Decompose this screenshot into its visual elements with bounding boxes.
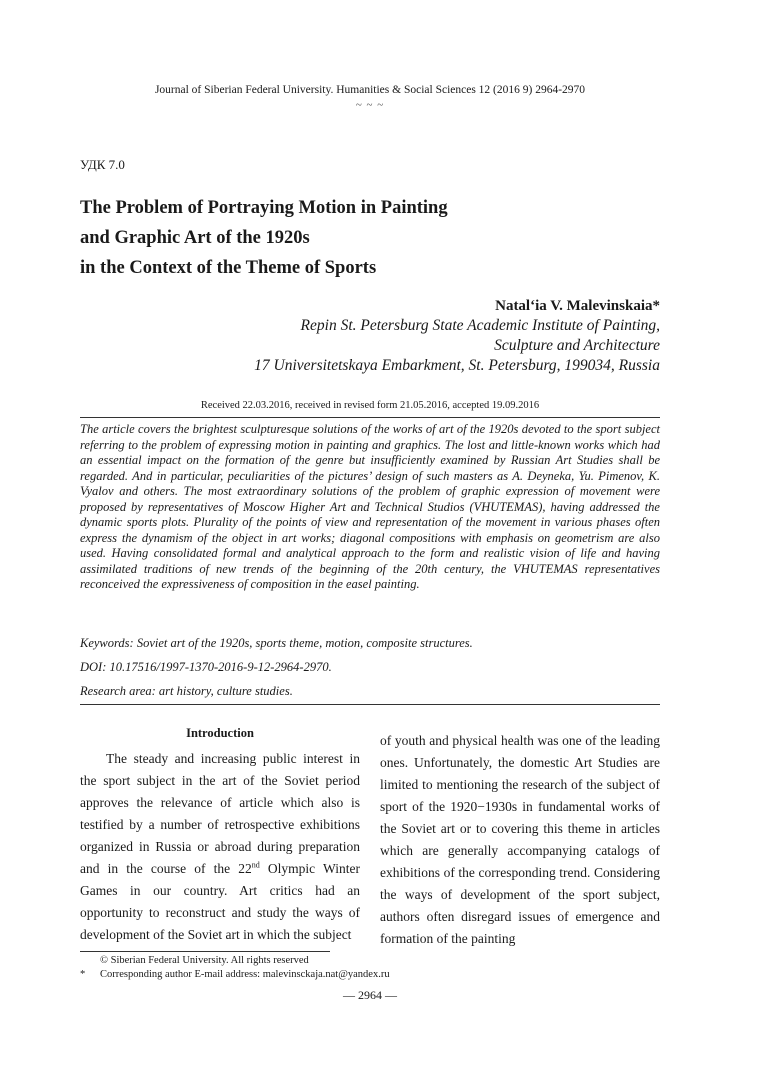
intro-text-part-1: The steady and increasing public interest in the sport subject in the art of the Soviet period approves the relevance of article which also is testified by a number of retrospective exhibitions organized in Russia or abroad during preparation and in the course of the 22 [80, 751, 360, 876]
intro-text-part-2: Olympic Winter Games in our country. Art critics had an opportunity to reconstruct and study the ways of development of the Soviet art in which the subject [80, 861, 360, 942]
ordinal-superscript: nd [251, 860, 260, 870]
abstract-top-rule [80, 417, 660, 418]
title-line-1: The Problem of Portraying Motion in Painting [80, 198, 448, 218]
affiliation-line-2: Sculpture and Architecture [494, 337, 660, 354]
footnote-mark: * [80, 969, 86, 980]
udk-code: УДК 7.0 [80, 157, 125, 172]
journal-header: Journal of Siberian Federal University. Humanities & Social Sciences 12 (2016 9) 2964-2970 [154, 84, 586, 96]
affiliation-line-3: 17 Universitetskaya Embarkment, St. Petersburg, 199034, Russia [254, 357, 660, 374]
author-name: Natal‘ia V. Malevinskaia* [495, 298, 660, 314]
intro-paragraph-right: of youth and physical health was one of the leading ones. Unfortunately, the domestic Art Studies are limited to mentioning the research of the subject of sport of the 1920−1930s in fundamental works of the Soviet art or to covering this theme in articles which are generally accompanying catalogs of exhibitions of the corresponding trend. Considering the ways of development of the sport subject, authors often disregard issues of emergence and formation of the painting [380, 733, 660, 946]
doi: DOI: 10.17516/1997-1370-2016-9-12-2964-2970. [80, 660, 332, 674]
title-line-3: in the Context of the Theme of Sports [80, 258, 377, 278]
footnote-text: © Siberian Federal University. All rights reserved [100, 955, 309, 966]
footnote-rule [80, 951, 330, 952]
received-dates: Received 22.03.2016, received in revised form 21.05.2016, accepted 19.09.2016 [200, 400, 540, 411]
affiliation-line-1: Repin St. Petersburg State Academic Institute of Painting, [300, 317, 660, 334]
keywords: Keywords: Soviet art of the 1920s, sports theme, motion, composite structures. [80, 636, 473, 650]
body-column-left [80, 724, 360, 946]
page-number: — 2964 — [343, 988, 397, 1002]
introduction-heading: Introduction [186, 726, 254, 740]
research-area: Research area: art history, culture studies. [80, 684, 293, 698]
footnote-copyright [80, 954, 309, 968]
title-line-2: and Graphic Art of the 1920s [80, 228, 310, 248]
abstract: The article covers the brightest sculpturesque solutions of the works of art of the 1920s devoted to the sport subject referring to the problem of expressing motion in painting and graphics. The lost and little-known works which had an essential impact on the formation of the genre but insufficiently examined by Russian Art Studies shall be regarded. And in particular, peculiarities of the pictures’ design of such masters as A. Deyneka, Yu. Pimenov, K. Vyalov and others. The most extraordinary solutions of the problem of graphic expression of movement were proposed by representatives of Moscow Higher Art and Technical Studios (VHUTEMAS), having addressed the dynamic sports plots. Plurality of the points of view and representation of the movement in various phases often express the dynamism of the object in art works; diagonal compositions with emphasis on geometrism are also used. Having consolidated formal and analytical approach to the form and realistic vision of life and having assimilated traditions of new trends of the beginning of the 20th century, the VHUTEMAS representatives reconceived the expressiveness of composition in the easel painting. [80, 422, 660, 591]
author-block [100, 296, 660, 376]
body-column-right [380, 730, 660, 950]
abstract-bottom-rule [80, 704, 660, 705]
intro-paragraph-left [80, 748, 360, 946]
article-title [80, 193, 680, 283]
footnote-corresponding-author [80, 968, 390, 982]
header-separator: ~ ~ ~ [355, 99, 385, 111]
footnote-text: Corresponding author E-mail address: malevinsckaja.nat@yandex.ru [100, 969, 390, 980]
